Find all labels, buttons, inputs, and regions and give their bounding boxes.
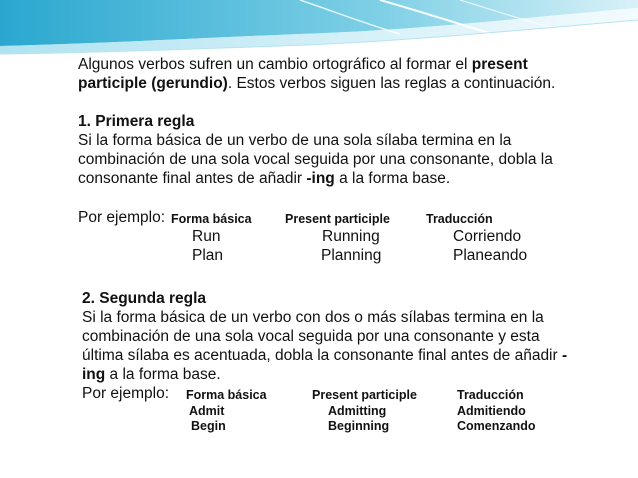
rule2-header-participle: Present participle <box>312 388 417 402</box>
rule1-line-3-text: consonante final antes de añadir <box>78 170 307 187</box>
rule2-suffix-start: - <box>561 347 568 364</box>
rule2-line-4 <box>82 365 221 384</box>
rule1-suffix: -ing <box>306 170 335 187</box>
rule2-row1-translation: Admitiendo <box>457 404 526 418</box>
rule2-line-3-text: última sílaba es acentuada, dobla la consonante final antes de añadir <box>82 347 562 364</box>
intro-text: Algunos verbos sufren un cambio ortográfico al formar el <box>78 56 472 73</box>
rule2-row1-base: Admit <box>189 404 225 418</box>
intro-bold-term: present <box>471 56 528 73</box>
rule2-row2-translation: Comenzando <box>457 419 536 433</box>
rule1-header-participle: Present participle <box>285 212 390 226</box>
header-wave-banner <box>0 0 638 60</box>
rule2-suffix-end: ing <box>82 366 106 383</box>
rule1-title: 1. Primera regla <box>78 113 195 130</box>
rule2-row2-participle: Beginning <box>328 419 390 433</box>
intro-bold-term-2: participle (gerundio) <box>78 75 228 92</box>
rule1-header-base: Forma básica <box>171 212 252 226</box>
rule1-row1-base: Run <box>192 228 221 245</box>
rule2-row1-participle: Admitting <box>328 404 387 418</box>
rule2-title: 2. Segunda regla <box>82 290 207 307</box>
intro-line-2 <box>78 74 555 93</box>
rule2-header-translation: Traducción <box>457 388 524 402</box>
rule2-line-2: combinación de una sola vocal seguida por una consonante y esta <box>82 328 540 345</box>
rule2-line-4-text: a la forma base. <box>105 366 221 383</box>
rule1-row1-participle: Running <box>322 228 380 245</box>
rule2-header-base: Forma básica <box>186 388 267 402</box>
rule1-line-3 <box>78 169 450 188</box>
rule1-line-1: Si la forma básica de un verbo de una sola sílaba termina en la <box>78 132 512 149</box>
rule2-example-label: Por ejemplo: <box>82 385 170 402</box>
rule1-row2-base: Plan <box>192 247 224 264</box>
rule2-line-1: Si la forma básica de un verbo con dos o más sílabas termina en la <box>82 309 544 326</box>
rule1-header-translation: Traducción <box>426 212 493 226</box>
rule1-line-3-end: a la forma base. <box>334 170 451 187</box>
rule2-row2-base: Begin <box>191 419 226 433</box>
rule1-row1-translation: Corriendo <box>453 228 522 245</box>
intro-text-2: . Estos verbos siguen las reglas a continuación. <box>227 75 556 92</box>
rule2-line-3 <box>82 346 567 365</box>
rule1-row2-participle: Planning <box>321 247 382 264</box>
rule1-line-2: combinación de una sola vocal seguida por una consonante, dobla la <box>78 151 553 168</box>
intro-line-1 <box>78 55 528 74</box>
rule1-row2-translation: Planeando <box>453 247 528 264</box>
rule1-example-label: Por ejemplo: <box>78 209 166 226</box>
